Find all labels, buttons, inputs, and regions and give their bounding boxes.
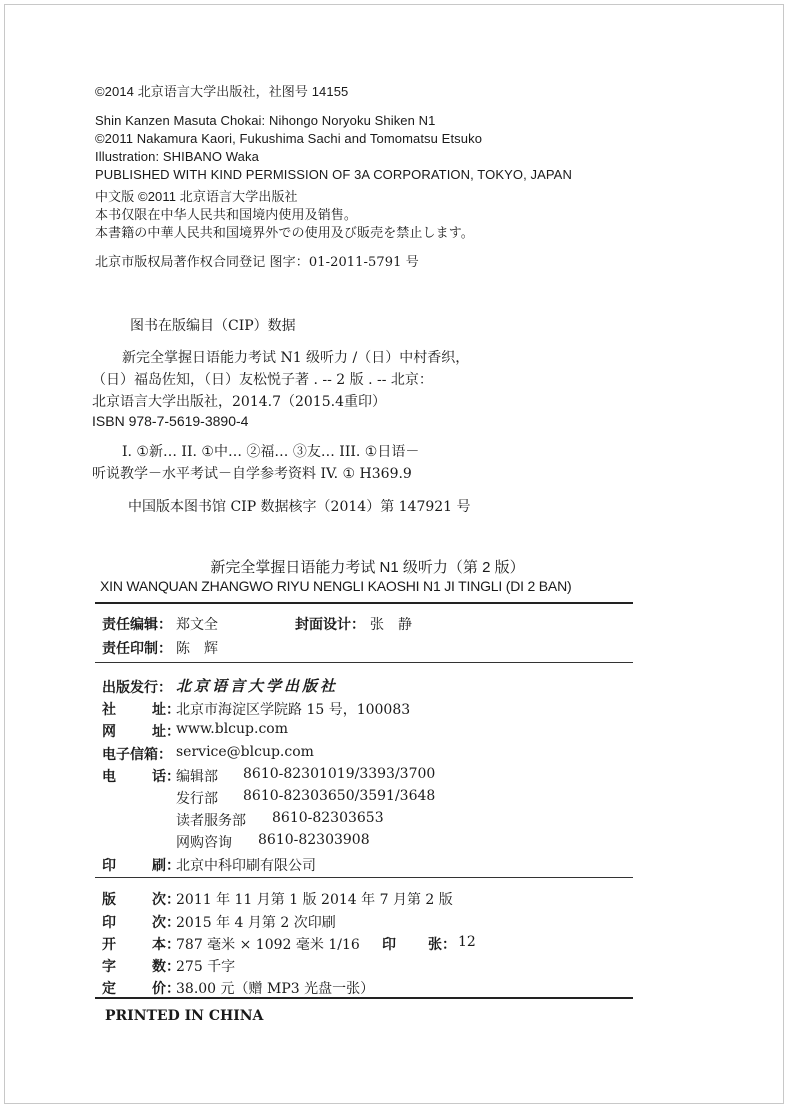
phone-number: 8610-82303653 — [272, 810, 384, 826]
book-title-cn: 新完全掌握日语能力考试 N1 级听力（第 2 版） — [210, 559, 525, 576]
divider — [95, 997, 633, 999]
label-char: 网 — [102, 724, 116, 740]
printer-label — [102, 855, 180, 875]
edition-label — [102, 889, 180, 909]
label-char: 印 — [102, 915, 116, 931]
phone-dept: 读者服务部 — [176, 813, 246, 829]
editor-label: 责任编辑： — [102, 617, 172, 633]
permission-line: PUBLISHED WITH KIND PERMISSION OF 3A CORPORATION, TOKYO, JAPAN — [95, 167, 572, 182]
label-char: 次： — [152, 892, 180, 908]
cip-line: 北京语言大学出版社，2014.7（2015.4重印） — [92, 394, 386, 410]
label-char: 电 — [102, 769, 116, 785]
registration-line: 北京市版权局著作权合同登记 图字：01-2011-5791 号 — [95, 255, 419, 270]
sheets-label — [382, 934, 456, 954]
editor-name: 郑文全 — [176, 617, 218, 633]
label-char: 张： — [428, 937, 456, 953]
divider — [95, 877, 633, 878]
website-link[interactable]: www.blcup.com — [176, 721, 288, 737]
label-char: 本： — [152, 937, 180, 953]
isbn: ISBN 978-7-5619-3890-4 — [92, 413, 249, 429]
chinese-edition-line: 中文版 ©2011 北京语言大学出版社 — [95, 189, 298, 204]
price-label — [102, 978, 180, 998]
print-manager-label: 责任印制： — [102, 641, 172, 657]
phone-dept: 网购咨询 — [176, 835, 232, 851]
impression-info: 2015 年 4 月第 2 次印刷 — [176, 915, 336, 931]
edition-info: 2011 年 11 月第 1 版 2014 年 7 月第 2 版 — [176, 892, 453, 908]
printed-in-china: PRINTED IN CHINA — [105, 1008, 264, 1024]
label-char: 价： — [152, 981, 180, 997]
sales-restriction-jp: 本書籍の中華人民共和国境界外での使用及び販売を禁止します。 — [95, 226, 474, 241]
label-char: 址： — [152, 702, 180, 718]
phone-dept: 发行部 — [176, 791, 218, 807]
label-char: 印 — [382, 937, 396, 953]
price: 38.00 元（赠 MP3 光盘一张） — [176, 981, 375, 997]
print-manager-name: 陈 辉 — [176, 641, 218, 657]
original-title-line: Shin Kanzen Masuta Chokai: Nihongo Noryoku Shiken N1 — [95, 113, 436, 128]
label-char: 字 — [102, 959, 116, 975]
cip-line: 新完全掌握日语能力考试 N1 级听力 /（日）中村香织， — [122, 350, 470, 366]
printer-name: 北京中科印刷有限公司 — [176, 858, 316, 874]
original-copyright-line: ©2011 Nakamura Kaori, Fukushima Sachi and Tomomatsu Etsuko — [95, 131, 483, 146]
address-label — [102, 699, 180, 719]
phone-number: 8610-82303908 — [258, 832, 370, 848]
divider — [95, 602, 633, 604]
cip-line: （日）福岛佐知，（日）友松悦子著 . -- 2 版 . -- 北京： — [92, 372, 433, 388]
label-char: 次： — [152, 915, 180, 931]
email-link[interactable]: service@blcup.com — [176, 744, 314, 760]
website-label — [102, 721, 180, 741]
address: 北京市海淀区学院路 15 号，100083 — [176, 702, 411, 718]
impression-label — [102, 912, 180, 932]
sales-restriction-cn: 本书仅限在中华人民共和国境内使用及销售。 — [95, 208, 358, 223]
cip-line: I. ①新… II. ①中… ②福… ③友… III. ①日语－ — [122, 444, 420, 460]
copyright-line: ©2014 北京语言大学出版社，社图号 14155 — [95, 84, 349, 99]
cip-record-line: 中国版本图书馆 CIP 数据核字（2014）第 147921 号 — [128, 499, 471, 515]
phone-number: 8610-82301019/3393/3700 — [243, 766, 436, 782]
label-char: 版 — [102, 892, 116, 908]
label-char: 印 — [102, 858, 116, 874]
cover-design-label: 封面设计： — [295, 617, 365, 633]
illustration-credit: Illustration: SHIBANO Waka — [95, 149, 259, 164]
format-info: 787 毫米 × 1092 毫米 1/16 — [176, 937, 360, 953]
label-char: 开 — [102, 937, 116, 953]
format-label — [102, 934, 180, 954]
publisher-label: 出版发行： — [102, 680, 172, 696]
phone-number: 8610-82303650/3591/3648 — [243, 788, 436, 804]
word-count-label — [102, 956, 180, 976]
email-label: 电子信箱： — [102, 747, 172, 763]
word-count: 275 千字 — [176, 959, 236, 975]
publisher-logo-text: 北京语言大学出版社 — [176, 677, 339, 695]
label-char: 数： — [152, 959, 180, 975]
phone-label — [102, 766, 180, 786]
divider — [95, 662, 633, 663]
label-char: 址： — [152, 724, 180, 740]
cover-designer-name: 张 静 — [370, 617, 412, 633]
cip-line: 听说教学－水平考试－自学参考资料 IV. ① H369.9 — [92, 466, 412, 482]
label-char: 社 — [102, 702, 116, 718]
label-char: 刷： — [152, 858, 180, 874]
sheets-info: 12 — [458, 934, 476, 950]
book-title-pinyin: XIN WANQUAN ZHANGWO RIYU NENGLI KAOSHI N1 JI TINGLI (DI 2 BAN) — [100, 578, 572, 594]
phone-dept: 编辑部 — [176, 769, 218, 785]
label-char: 话： — [152, 769, 180, 785]
label-char: 定 — [102, 981, 116, 997]
cip-heading: 图书在版编目（CIP）数据 — [130, 318, 296, 334]
